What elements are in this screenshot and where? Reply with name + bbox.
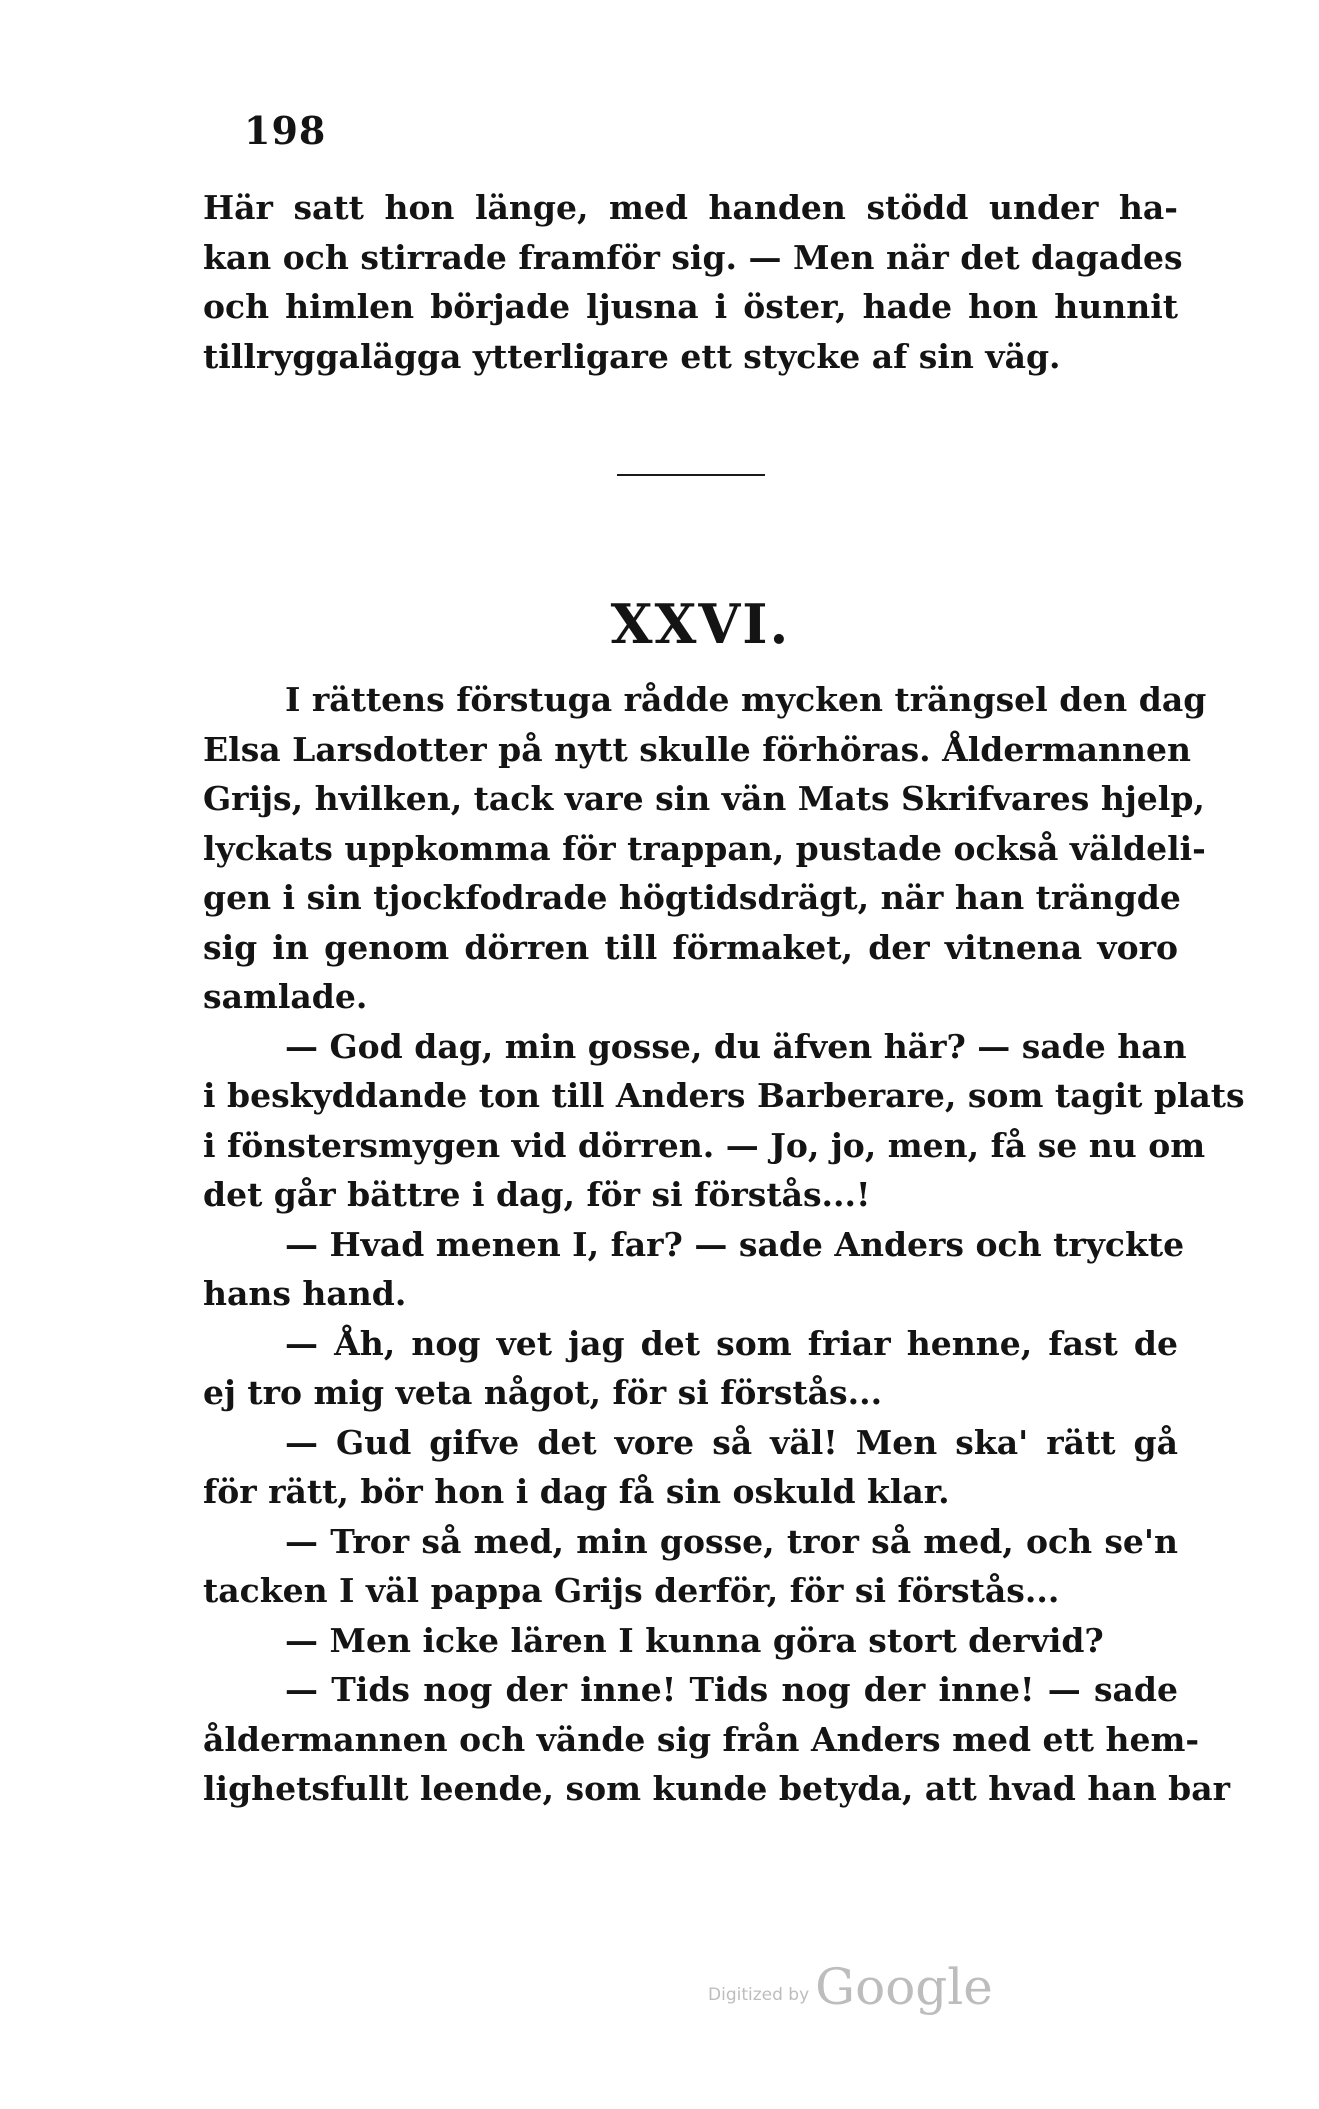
section-divider — [617, 474, 765, 476]
text-line: — God dag, min gosse, du äfven här? — sade han — [285, 1026, 1187, 1066]
text-line: kan och stirrade framför sig. — Men när det dagades — [203, 237, 1183, 277]
text-line: — Tids nog der inne! Tids nog der inne! — sade — [285, 1670, 1178, 1709]
watermark-prefix: Digitized by — [708, 1985, 810, 2005]
text-line: ej tro mig veta något, för si förstås... — [203, 1373, 883, 1412]
paragraph-2 — [203, 675, 1245, 1814]
text-line: tillryggalägga ytterligare ett stycke af sin väg. — [203, 336, 1061, 376]
text-line: lighetsfullt leende, som kunde betyda, att hvad han bar — [203, 1769, 1231, 1808]
text-line: i fönstersmygen vid dörren. — Jo, jo, men, få se nu om — [203, 1125, 1206, 1165]
digitized-watermark — [708, 1958, 993, 2016]
chapter-heading: XXVI. — [610, 592, 791, 656]
text-line: tacken I väl pappa Grijs derför, för si förstås... — [203, 1571, 1060, 1610]
paragraph-1 — [203, 183, 1183, 381]
text-line: det går bättre i dag, för si förstås...! — [203, 1175, 871, 1214]
text-line: I rättens förstuga rådde mycken trängsel den dag — [285, 680, 1207, 719]
text-line: för rätt, bör hon i dag få sin oskuld klar. — [203, 1472, 950, 1511]
text-line: Här satt hon länge, med handen stödd under ha- — [203, 188, 1178, 227]
text-line: — Gud gifve det vore så väl! Men ska' rätt gå — [285, 1422, 1178, 1462]
text-line: i beskyddande ton till Anders Barberare, som tagit plats — [203, 1076, 1245, 1115]
text-line: Elsa Larsdotter på nytt skulle förhöras. Åldermannen — [203, 729, 1192, 769]
text-line: lyckats uppkomma för trappan, pustade också väldeli- — [203, 828, 1206, 868]
text-line: — Åh, nog vet jag det som friar henne, fast de — [285, 1323, 1178, 1363]
text-line: — Men icke lären I kunna göra stort dervid? — [285, 1620, 1104, 1660]
google-logo: Google — [815, 1958, 993, 2016]
text-line: Grijs, hvilken, tack vare sin vän Mats Skrifvares hjelp, — [203, 779, 1205, 818]
text-line: åldermannen och vände sig från Anders med ett hem- — [203, 1719, 1200, 1759]
text-line: gen i sin tjockfodrade högtidsdrägt, när han trängde — [203, 878, 1181, 917]
text-line: sig in genom dörren till förmaket, der vitnena voro — [203, 927, 1178, 967]
text-line: — Tror så med, min gosse, tror så med, och se'n — [285, 1521, 1178, 1561]
text-line: — Hvad menen I, far? — sade Anders och tryckte — [285, 1224, 1185, 1264]
page-number: 198 — [244, 108, 327, 153]
text-line: hans hand. — [203, 1274, 407, 1313]
text-line: och himlen började ljusna i öster, hade hon hunnit — [203, 287, 1178, 326]
text-line: samlade. — [203, 977, 368, 1016]
